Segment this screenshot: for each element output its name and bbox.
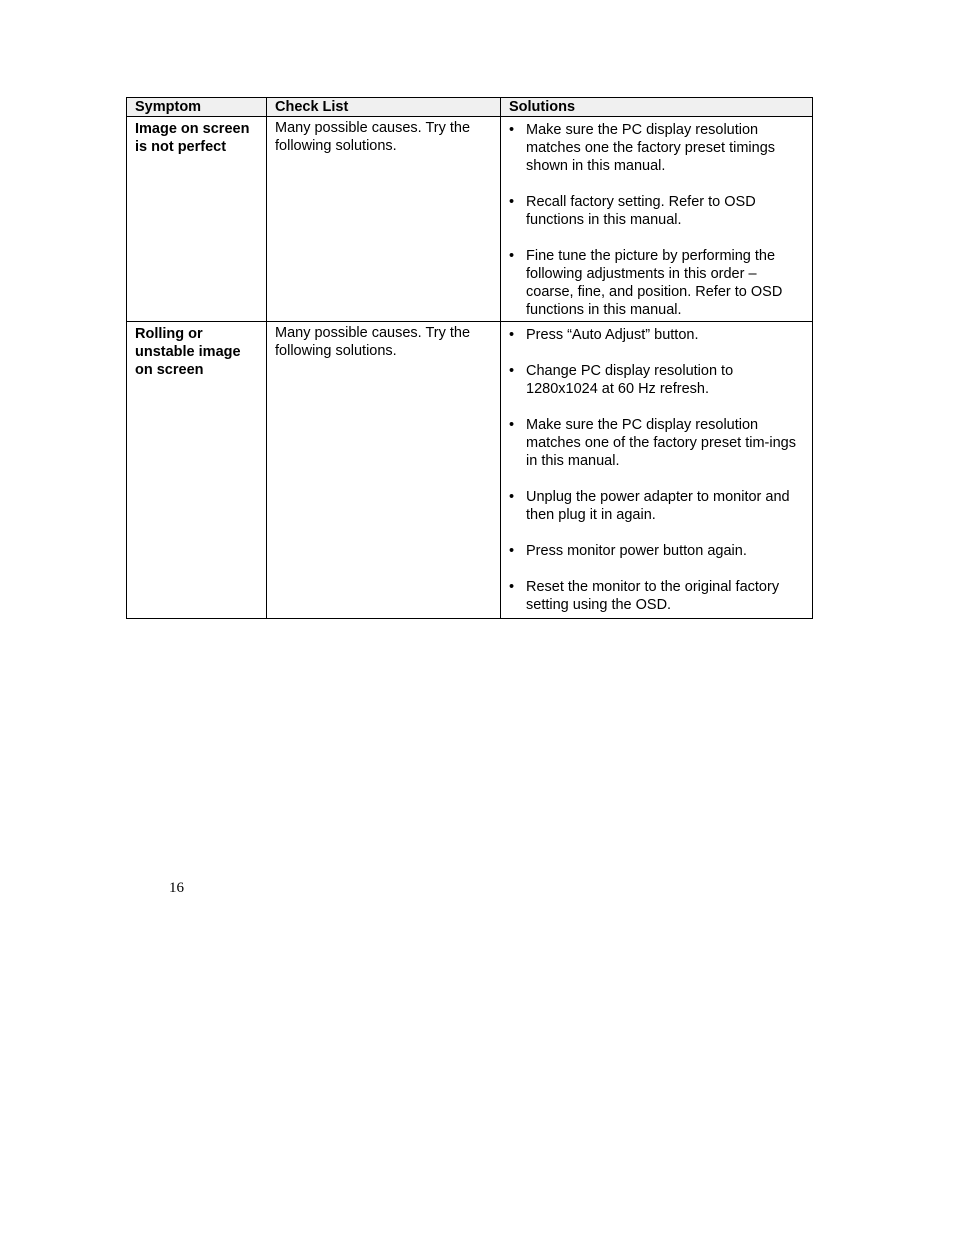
check-list-cell: Many possible causes. Try the following solutions.: [267, 117, 501, 322]
bullet-icon: •: [509, 543, 515, 559]
bullet-icon: •: [509, 363, 515, 379]
list-item: [509, 193, 806, 229]
list-item: [509, 362, 806, 398]
bullet-icon: •: [509, 122, 515, 138]
solution-text: Make sure the PC display resolution matches one the factory preset timings shown in this manual.: [526, 122, 776, 174]
solution-text: Make sure the PC display resolution matches one of the factory preset tim-ings in this manual.: [526, 417, 796, 469]
table-row: [127, 117, 813, 322]
header-solutions: Solutions: [501, 98, 813, 117]
solutions-cell: [501, 117, 813, 322]
bullet-icon: •: [509, 194, 515, 210]
bullet-icon: •: [509, 417, 515, 433]
bullet-icon: •: [509, 489, 515, 505]
list-item: [509, 121, 806, 175]
solution-text: Change PC display resolution to 1280x1024 at 60 Hz refresh.: [526, 363, 734, 397]
solution-text: Recall factory setting. Refer to OSD functions in this manual.: [526, 194, 756, 228]
bullet-icon: •: [509, 248, 515, 264]
solution-list: [509, 121, 806, 319]
table-header-row: [127, 98, 813, 117]
solutions-cell: [501, 322, 813, 619]
list-item: [509, 542, 806, 560]
solution-text: Reset the monitor to the original factory setting using the OSD.: [526, 579, 780, 613]
list-item: [509, 488, 806, 524]
table-row: [127, 322, 813, 619]
list-item: [509, 416, 806, 470]
solution-text: Press monitor power button again.: [526, 543, 747, 559]
bullet-icon: •: [509, 327, 515, 343]
solution-text: Press “Auto Adjust” button.: [526, 327, 699, 343]
check-list-cell: Many possible causes. Try the following solutions.: [267, 322, 501, 619]
list-item: [509, 247, 806, 319]
header-check-list: Check List: [267, 98, 501, 117]
symptom-cell: Image on screen is not perfect: [127, 117, 267, 322]
symptom-cell: Rolling or unstable image on screen: [127, 322, 267, 619]
bullet-icon: •: [509, 579, 515, 595]
header-symptom: Symptom: [127, 98, 267, 117]
solution-text: Unplug the power adapter to monitor and then plug it in again.: [526, 489, 790, 523]
solution-text: Fine tune the picture by performing the following adjustments in this order – coarse, fine, and position. Refer to OSD functions in this manual.: [526, 248, 783, 318]
troubleshooting-table: [126, 97, 813, 619]
list-item: [509, 578, 806, 614]
page-number: 16: [169, 880, 184, 896]
solution-list: [509, 326, 806, 614]
list-item: [509, 326, 806, 344]
